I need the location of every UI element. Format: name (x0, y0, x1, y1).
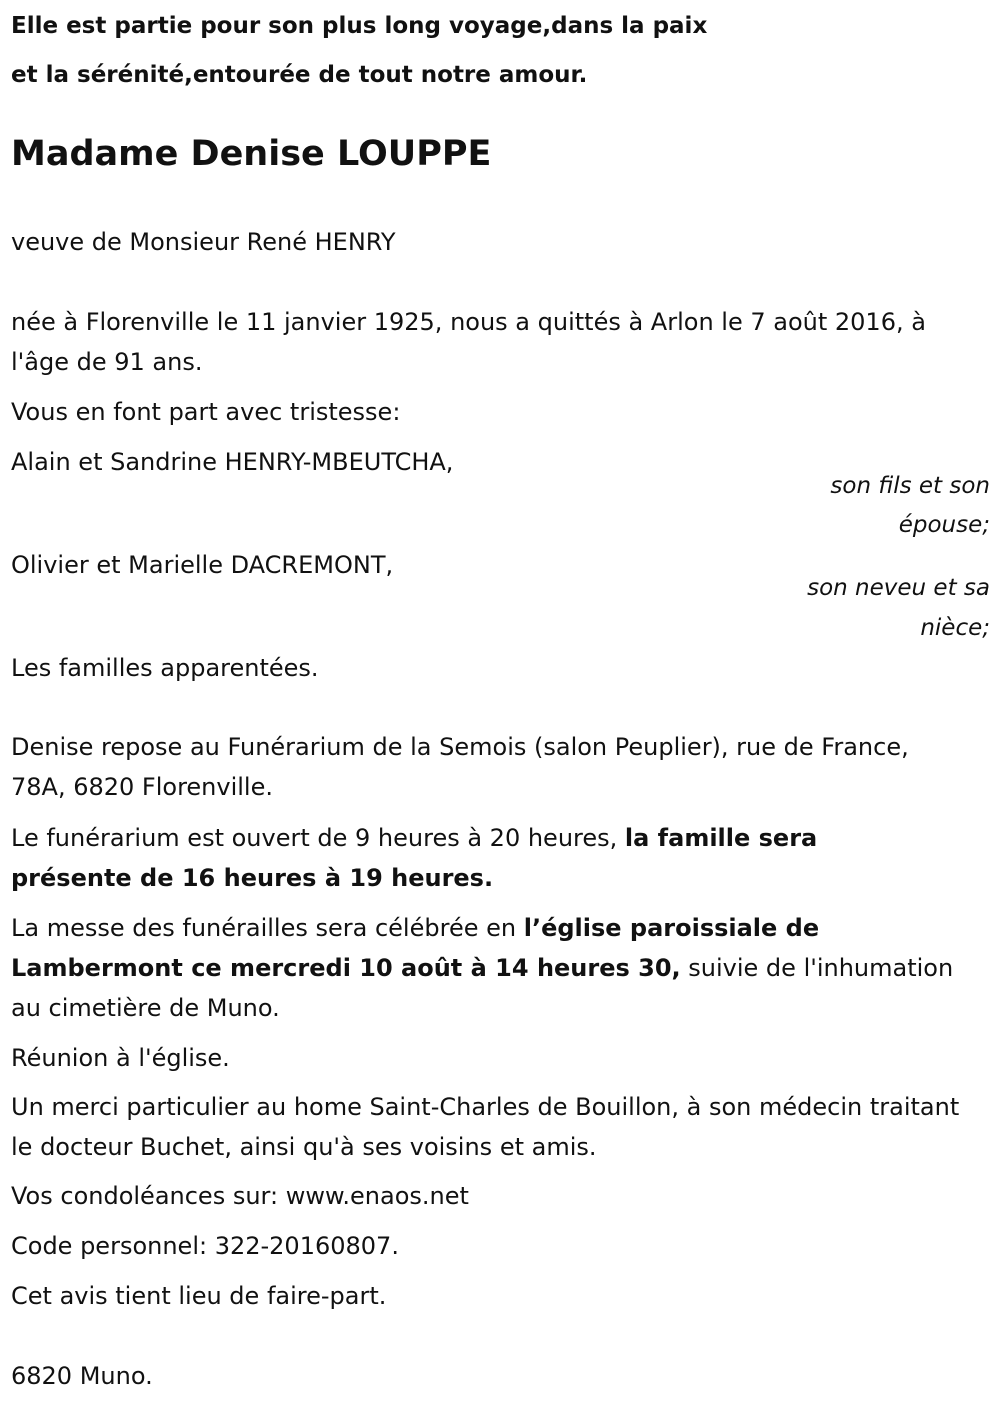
family-relation: épouse; (898, 512, 990, 538)
family-relation: nièce; (920, 615, 990, 641)
relatives: Les familles apparentées. (11, 654, 319, 682)
mass-info: La messe des funérailles sera célébrée en l’église paroissiale de Lambermont ce mercredi 10 août à 14 heures 30, suivie de l'inhumation au cimetière de Muno. (11, 914, 954, 1022)
intro-line-2: et la sérénité,entourée de tout notre amour. (11, 62, 588, 88)
deceased-name: Madame Denise LOUPPE (11, 134, 492, 174)
personal-code: Code personnel: 322-20160807. (11, 1232, 399, 1260)
notice: Cet avis tient lieu de faire-part. (11, 1282, 387, 1310)
meeting: Réunion à l'église. (11, 1044, 230, 1072)
place: 6820 Muno. (11, 1362, 153, 1390)
thanks: Un merci particulier au home Saint-Charles de Bouillon, à son médecin traitant le docteur Buchet, ainsi qu'à ses voisins et amis. (11, 1093, 960, 1161)
repose: Denise repose au Funérarium de la Semois (salon Peuplier), rue de France, 78A, 6820 Florenville. (11, 733, 909, 801)
birth-death: née à Florenville le 11 janvier 1925, nous a quittés à Arlon le 7 août 2016, à l'âge de 91 ans. (11, 308, 926, 376)
announce: Vous en font part avec tristesse: (11, 398, 401, 426)
opening-hours: Le funérarium est ouvert de 9 heures à 20 heures, la famille sera présente de 16 heures à 19 heures. (11, 824, 818, 892)
family-relation: son neveu et sa (807, 575, 990, 601)
intro-line-1: Elle est partie pour son plus long voyage,dans la paix (11, 13, 708, 39)
widow-line: veuve de Monsieur René HENRY (11, 228, 396, 256)
family-name: Alain et Sandrine HENRY-MBEUTCHA, (11, 448, 454, 476)
family-relation: son fils et son (830, 473, 990, 499)
condolences: Vos condoléances sur: www.enaos.net (11, 1182, 469, 1210)
family-name: Olivier et Marielle DACREMONT, (11, 551, 394, 579)
